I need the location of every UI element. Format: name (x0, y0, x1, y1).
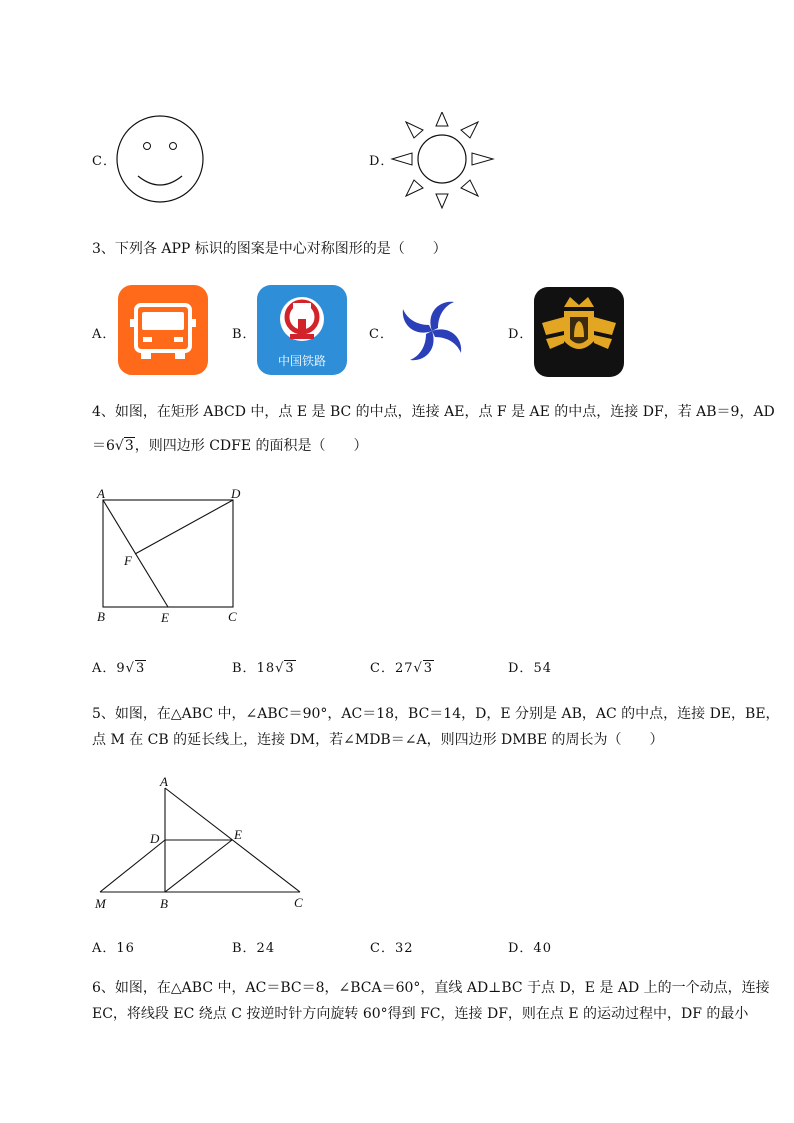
q4-stem-line1: 4、如图，在矩形 ABCD 中，点 E 是 BC 的中点，连接 AE，点 F 是 AE 的中点，连接 DF，若 AB＝9，AD (92, 404, 775, 420)
q4-option-b: B．18√3 (232, 661, 295, 676)
q4-point-c: C (228, 609, 237, 624)
q4-option-d: D．54 (508, 661, 552, 676)
q4-radicand: 3 (124, 438, 134, 454)
q4-point-f: F (124, 553, 132, 568)
q3-option-d-label: D． (508, 327, 534, 342)
q5-stem-line1: 5、如图，在△ABC 中，∠ABC＝90°，AC＝18，BC＝14，D，E 分别是 AB，AC 的中点，连接 DE，BE， (92, 706, 780, 722)
q5-point-b: B (160, 896, 168, 911)
china-railway-app-icon (257, 285, 347, 375)
q5-point-m: M (95, 896, 106, 911)
smiley-face-figure (114, 114, 208, 204)
q4-equals-six: ＝6 (92, 438, 115, 454)
q5-option-c: C．32 (370, 941, 414, 956)
q4-option-a: A．9√3 (92, 661, 146, 676)
q5-option-a: A．16 (92, 941, 135, 956)
q4-point-e: E (161, 610, 169, 625)
truck-app-icon (118, 285, 208, 375)
swirl-logo-icon (392, 294, 472, 368)
sun-figure (390, 112, 496, 212)
q5-stem-line2: 点 M 在 CB 的延长线上，连接 DM，若∠MDB＝∠A，则四边形 DMBE 的周长为（ ） (92, 732, 664, 748)
q3-option-b-label: B． (232, 327, 257, 342)
q4-stem-line2 (92, 430, 368, 462)
q2-option-c-label: C． (92, 154, 117, 169)
q3-option-c-label: C． (369, 327, 394, 342)
q2-option-d-label: D． (369, 154, 395, 169)
q4-point-d: D (231, 486, 241, 501)
q6-stem-line1: 6、如图，在△ABC 中，AC＝BC＝8，∠BCA＝60°，直线 AD⊥BC 于点 D，E 是 AD 上的一个动点，连接 (92, 980, 770, 996)
railway-app-text: 中国铁路 (277, 354, 326, 368)
q4-stem-suffix: ，则四边形 CDFE 的面积是（ ） (134, 438, 368, 454)
q3-option-a-label: A． (92, 327, 117, 342)
crown-shield-app-icon (534, 287, 624, 377)
q4-point-a: A (97, 486, 105, 501)
q5-point-d: D (150, 831, 160, 846)
q4-rectangle-figure (92, 484, 252, 626)
q4-option-c: C．27√3 (370, 661, 434, 676)
q5-option-d: D．40 (508, 941, 552, 956)
q4-point-b: B (97, 609, 105, 624)
q5-point-c: C (294, 895, 303, 910)
q6-stem-line2: EC，将线段 EC 绕点 C 按逆时针方向旋转 60°得到 FC，连接 DF，则在点 E 的运动过程中，DF 的最小 (92, 1006, 749, 1022)
q5-option-b: B．24 (232, 941, 276, 956)
q3-stem: 3、下列各 APP 标识的图案是中心对称图形的是（ ） (92, 241, 447, 257)
q5-triangle-figure (92, 776, 312, 900)
q5-point-a: A (160, 774, 168, 789)
q5-point-e: E (234, 827, 242, 842)
q4-sqrt: √3 (114, 438, 134, 454)
